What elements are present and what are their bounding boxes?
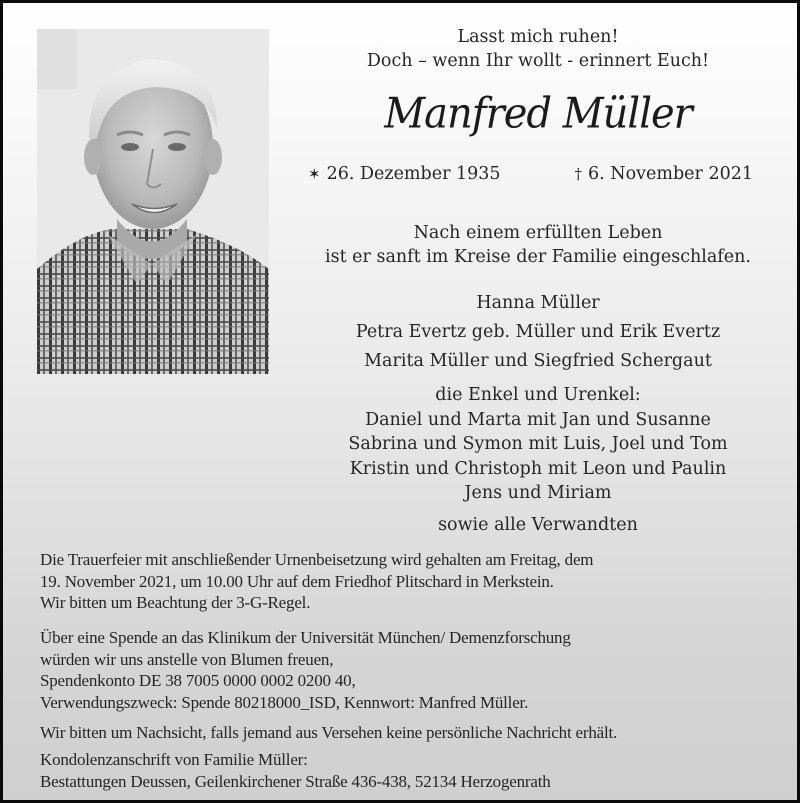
condolence-line: Bestattungen Deussen, Geilenkirchener Straße 436-438, 52134 Herzogenrath [40, 771, 551, 791]
condolence-address [40, 749, 785, 792]
funeral-info [40, 549, 785, 614]
deceased-name: Manfred Müller [384, 89, 692, 139]
donation-line: Spendenkonto DE 38 7005 0000 0002 0200 40, [40, 671, 356, 690]
birth-date-text: 26. Dezember 1935 [326, 164, 501, 184]
star-birth-icon: ✶ [308, 165, 321, 183]
portrait-photo [37, 29, 269, 374]
family-member: Petra Evertz geb. Müller und Erik Evertz [355, 322, 721, 342]
death-date [575, 161, 753, 187]
grandchildren-family: Kristin und Christoph mit Leon und Paulin [349, 458, 727, 479]
motto [293, 25, 783, 73]
apology-line: Wir bitten um Nachsicht, falls jemand aus Versehen keine persönliche Nachricht erhält. [40, 723, 618, 742]
grandchildren-heading: die Enkel und Urenkel: [435, 385, 641, 405]
apology-note [40, 722, 785, 744]
condolence-line: Kondolenzanschrift von Familie Müller: [40, 750, 308, 769]
grandchildren-list [293, 383, 783, 506]
life-dates [308, 161, 753, 187]
phrase-line: ist er sanft im Kreise der Familie eingeschlafen. [325, 247, 751, 267]
donation-line: Verwendungszweck: Spende 80218000_ISD, Kennwort: Manfred Müller. [40, 692, 529, 712]
portrait-image [37, 29, 269, 374]
birth-date [308, 161, 501, 187]
donation-line: würden wir uns anstelle von Blumen freuen, [40, 649, 334, 669]
funeral-line: Die Trauerfeier mit anschließender Urnenbeisetzung wird gehalten am Freitag, dem [40, 550, 594, 569]
family-list [293, 289, 783, 376]
death-date-text: 6. November 2021 [588, 164, 753, 184]
relatives-line: sowie alle Verwandten [438, 515, 638, 535]
grandchildren-family: Daniel und Marta mit Jan und Susanne [365, 409, 711, 430]
donation-line: Über eine Spende an das Klinikum der Universität München/ Demenzforschung [40, 628, 571, 647]
grandchildren-family: Jens und Miriam [464, 483, 612, 503]
donation-info [40, 627, 785, 713]
funeral-line: 19. November 2021, um 10.00 Uhr auf dem Friedhof Plitschard in Merkstein. [40, 571, 554, 591]
motto-line: Doch – wenn Ihr wollt - erinnert Euch! [366, 51, 710, 71]
family-member: Marita Müller und Siegfried Schergaut [364, 351, 712, 371]
funeral-line: Wir bitten um Beachtung der 3-G-Regel. [40, 593, 311, 612]
family-member: Hanna Müller [476, 293, 600, 313]
grandchildren-family: Sabrina und Symon mit Luis, Joel und Tom [348, 434, 728, 454]
motto-line: Lasst mich ruhen! [457, 27, 619, 47]
cross-death-icon: † [574, 165, 583, 183]
memorial-phrase [293, 221, 783, 269]
phrase-line: Nach einem erfüllten Leben [413, 223, 663, 243]
